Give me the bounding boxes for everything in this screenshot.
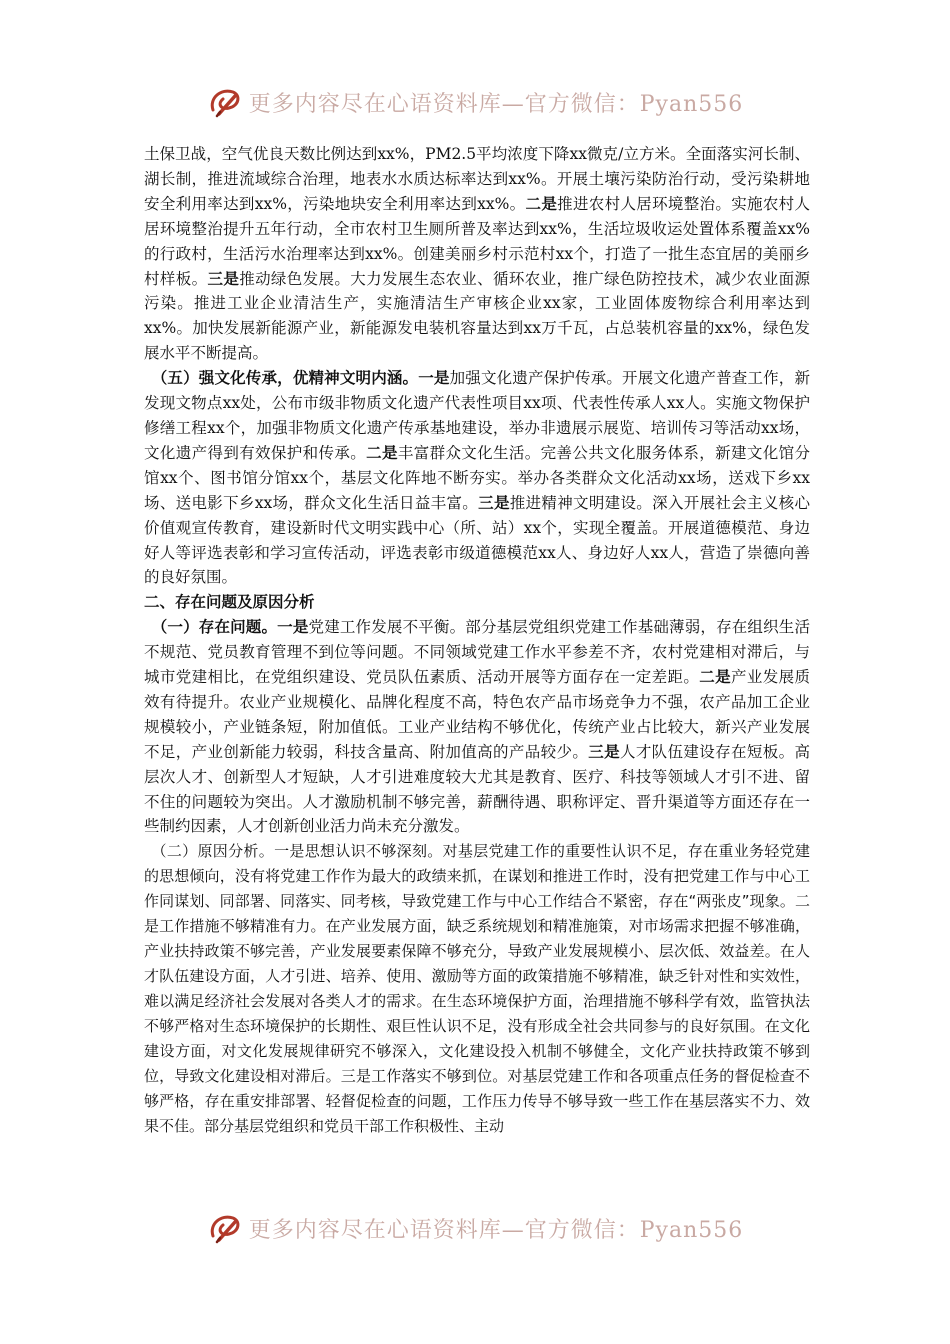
bold-marker: 三是 — [207, 268, 240, 288]
section-heading: 二、存在问题及原因分析 — [144, 592, 315, 612]
footer-watermark-text: 更多内容尽在心语资料库—官方微信：Pyan556 — [248, 1217, 744, 1243]
bold-marker: 二是 — [699, 667, 732, 687]
footer-watermark-banner — [0, 1208, 950, 1248]
paragraph-causes: （二）原因分析。一是思想认识不够深刻。对基层党建工作的重要性认识不足，存在重业务轻党建的思想倾向，没有将党建工作作为最大的政绩来抓，在谋划和推进工作时，没有把党建工作与中心工作同谋划、同部署、同落实、同考核，导致党建工作与中心工作结合不紧密，存在“两张皮”现象。二是工作措施不够精准有力。在产业发展方面，缺乏系统规划和精准施策，对市场需求把握不够准确，产业扶持政策不够完善，产业发展要素保障不够充分，导致产业发展规模小、层次低、效益差。在人才队伍建设方面，人才引进、培养、使用、激励等方面的政策措施不够精准，缺乏针对性和实效性，难以满足经济社会发展对各类人才的需求。在生态环境保护方面，治理措施不够科学有效，监管执法不够严格对生态环境保护的长期性、艰巨性认识不足，没有形成全社会共同参与的良好氛围。在文化建设方面，对文化发展规律研究不够深入，文化建设投入机制不够健全，文化产业扶持政策不够到位，导致文化建设相对滞后。三是工作落实不够到位。对基层党建工作和各项重点任务的督促检查不够严格，存在重安排部署、轻督促检查的问题，工作压力传导不够导致一些工作在基层落实不力、效果不佳。部分基层党组织和党员干部工作积极性、主动 — [144, 842, 810, 1136]
bold-marker: 一是 — [418, 368, 450, 388]
paragraph-culture: （五）强文化传承，优精神文明内涵。一是加强文化遗产保护传承。开展文化遗产普查工作，新发现文物点xx处，公布市级非物质文化遗产代表性项目xx项、代表性传承人xx人。实施文物保护修缮工程xx个，加强非物质文化遗产传承基地建设，举办非遗展示展览、培训传习等活动xx场，文化遗产得到有效保护和传承。二是丰富群众文化生活。完善公共文化服务体系，新建文化馆分馆xx个、图书馆分馆xx个，基层文化阵地不断夯实。举办各类群众文化活动xx场，送戏下乡xx场、送电影下乡xx场，群众文化生活日益丰富。三是推进精神文明建设。深入开展社会主义核心价值观宣传教育，建设新时代文明实践中心（所、站）xx个，实现全覆盖。开展道德模范、身边好人等评选表彰和学习宣传活动，评选表彰市级道德模范xx人、身边好人xx人，营造了崇德向善的良好氛围。 — [144, 368, 810, 587]
bold-marker: 二是 — [525, 193, 558, 213]
pen-swirl-icon — [207, 1210, 243, 1246]
paragraph-heading: （五）强文化传承，优精神文明内涵。 — [151, 368, 419, 388]
bold-marker: 一是 — [277, 617, 309, 637]
header-watermark-banner — [0, 82, 950, 122]
pen-swirl-icon — [207, 84, 243, 120]
bold-marker: 三是 — [478, 492, 510, 512]
header-watermark-text: 更多内容尽在心语资料库—官方微信：Pyan556 — [248, 91, 744, 117]
paragraph-ecology: 土保卫战，空气优良天数比例达到xx%，PM2.5平均浓度下降xx微克/立方米。全面落实河长制、湖长制，推进流域综合治理，地表水水质达标率达到xx%。开展土壤污染防治行动，受污染耕地安全利用率达到xx%，污染地块安全利用率达到xx%。二是推进农村人居环境整治。实施农村人居环境整治提升五年行动，全市农村卫生厕所普及率达到xx%，生活垃圾收运处置体系覆盖xx%的行政村，生活污水治理率达到xx%。创建美丽乡村示范村xx个，打造了一批生态宜居的美丽乡村样板。三是推动绿色发展。大力发展生态农业、循环农业，推广绿色防控技术，减少农业面源污染。推进工业企业清洁生产，实施清洁生产审核企业xx家，工业固体废物综合利用率达到xx%。加快发展新能源产业，新能源发电装机容量达到xx万千瓦，占总装机容量的xx%，绿色发展水平不断提高。 — [144, 145, 810, 363]
paragraph-problems: （一）存在问题。一是党建工作发展不平衡。部分基层党组织党建工作基础薄弱，存在组织生活不规范、党员教育管理不到位等问题。不同领域党建工作水平参差不齐，农村党建相对滞后，与城市党建相比，在党组织建设、党员队伍素质、活动开展等方面存在一定差距。二是产业发展质效有待提升。农业产业规模化、品牌化程度不高，特色农产品市场竞争力不强，农产品加工企业规模较小，产业链条短，附加值低。工业产业结构不够优化，传统产业占比较大，新兴产业发展不足，产业创新能力较弱，科技含量高、附加值高的产品较少。三是人才队伍建设存在短板。高层次人才、创新型人才短缺，人才引进难度较大尤其是教育、医疗、科技等领域人才引不进、留不住的问题较为突出。人才激励机制不够完善，薪酬待遇、职称评定、晋升渠道等方面还存在一些制约因素，人才创新创业活力尚未充分激发。 — [144, 617, 810, 836]
bold-marker: 三是 — [588, 741, 620, 761]
paragraph-heading: （一）存在问题。 — [151, 617, 278, 637]
document-body — [144, 142, 810, 1139]
bold-marker: 二是 — [366, 442, 398, 462]
